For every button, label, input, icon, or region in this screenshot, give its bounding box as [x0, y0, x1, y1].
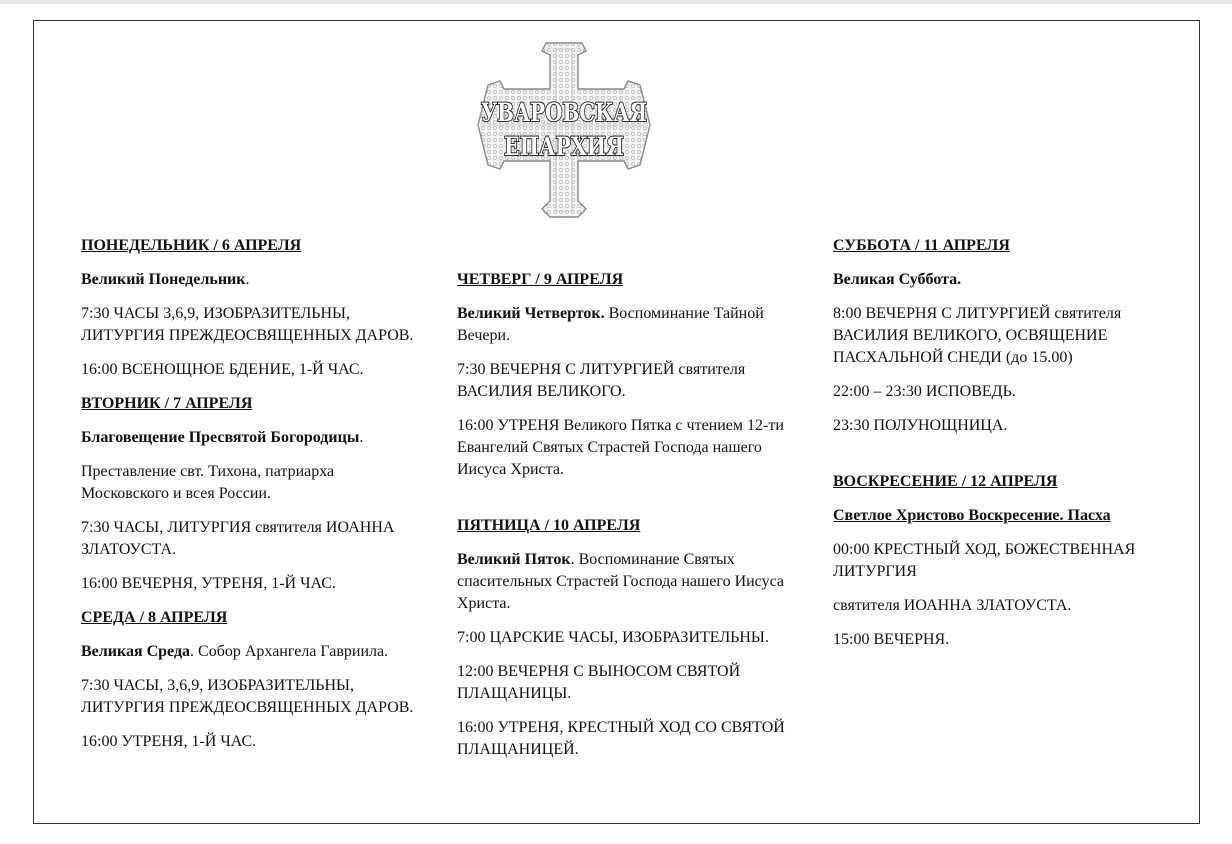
- feast-note: . Собор Архангела Гавриила.: [190, 643, 389, 660]
- schedule-column-1: [81, 235, 421, 765]
- day-header: ВОСКРЕСЕНИЕ / 12 АПРЕЛЯ: [833, 473, 1058, 490]
- service-item: 7:30 ЧАСЫ 3,6,9, ИЗОБРАЗИТЕЛЬНЫ, ЛИТУРГИЯ ПРЕЖДЕОСВЯЩЕННЫХ ДАРОВ.: [81, 305, 414, 344]
- feast-line: [81, 427, 421, 449]
- feast-note: .: [245, 271, 250, 288]
- service-item: 12:00 ВЕЧЕРНЯ С ВЫНОСОМ СВЯТОЙ ПЛАЩАНИЦЫ.: [457, 663, 741, 702]
- day-block-tuesday: [81, 393, 421, 595]
- feast-line: [833, 269, 1173, 291]
- spacer: [833, 449, 1173, 471]
- service-item: 16:00 ВЕЧЕРНЯ, УТРЕНЯ, 1-Й ЧАС.: [81, 575, 336, 592]
- document-page: [33, 20, 1200, 824]
- service-item: Преставление свт. Тихона, патриарха Московского и всея России.: [81, 463, 335, 502]
- day-block-friday: [457, 515, 797, 761]
- service-item: 7:30 ЧАСЫ, 3,6,9, ИЗОБРАЗИТЕЛЬНЫ, ЛИТУРГИЯ ПРЕЖДЕОСВЯЩЕННЫХ ДАРОВ.: [81, 677, 414, 716]
- feast-title: Великий Понедельник: [81, 271, 246, 288]
- schedule-column-2: [457, 269, 797, 773]
- feast-line: [833, 505, 1173, 527]
- day-block-thursday: [457, 269, 797, 481]
- day-header: ЧЕТВЕРГ / 9 АПРЕЛЯ: [457, 271, 624, 288]
- service-item: 7:30 ЧАСЫ, ЛИТУРГИЯ святителя ИОАННА ЗЛАТОУСТА.: [81, 519, 395, 558]
- window-top-bar: [0, 0, 1232, 4]
- day-block-monday: [81, 235, 421, 381]
- day-block-wednesday: [81, 607, 421, 753]
- schedule-column-3: [833, 235, 1173, 663]
- feast-note: Воспоминание Тайной Вечери.: [457, 305, 764, 344]
- feast-title: Великий Четверток.: [457, 305, 605, 322]
- day-header: СРЕДА / 8 АПРЕЛЯ: [81, 609, 228, 626]
- feast-line: [457, 549, 797, 615]
- feast-title: Великий Пяток: [457, 551, 571, 568]
- spacer: [457, 493, 797, 515]
- day-header: СУББОТА / 11 АПРЕЛЯ: [833, 237, 1010, 254]
- service-item: святителя ИОАННА ЗЛАТОУСТА.: [833, 597, 1072, 614]
- feast-title: Великая Суббота.: [833, 271, 962, 288]
- service-item: 16:00 УТРЕНЯ Великого Пятка с чтением 12-ти Евангелий Святых Страстей Господа нашего Иисуса Христа.: [457, 417, 784, 478]
- feast-title: Благовещение Пресвятой Богородицы: [81, 429, 360, 446]
- feast-note: .: [359, 429, 364, 446]
- service-item: 16:00 ВСЕНОЩНОЕ БДЕНИЕ, 1-Й ЧАС.: [81, 361, 364, 378]
- orthodox-cross-emblem-icon: [474, 41, 654, 219]
- service-item: 7:00 ЦАРСКИЕ ЧАСЫ, ИЗОБРАЗИТЕЛЬНЫ.: [457, 629, 769, 646]
- service-item: 16:00 УТРЕНЯ, КРЕСТНЫЙ ХОД СО СВЯТОЙ ПЛАЩАНИЦЕЙ.: [457, 719, 785, 758]
- logo-line2: ЕПАРХИЯ: [504, 132, 624, 161]
- service-item: 22:00 – 23:30 ИСПОВЕДЬ.: [833, 383, 1016, 400]
- day-header: ПЯТНИЦА / 10 АПРЕЛЯ: [457, 517, 641, 534]
- service-item: 7:30 ВЕЧЕРНЯ С ЛИТУРГИЕЙ святителя ВАСИЛИЯ ВЕЛИКОГО.: [457, 361, 746, 400]
- day-header: ВТОРНИК / 7 АПРЕЛЯ: [81, 395, 253, 412]
- feast-title: Светлое Христово Воскресение. Пасха: [833, 507, 1111, 524]
- feast-line: [457, 303, 797, 347]
- feast-title: Великая Среда: [81, 643, 191, 660]
- logo-line1: УВАРОВСКАЯ: [481, 98, 647, 127]
- feast-line: [81, 641, 421, 663]
- feast-note: . Воспоминание Святых спасительных Страстей Господа нашего Иисуса Христа.: [457, 551, 784, 612]
- day-header: ПОНЕДЕЛЬНИК / 6 АПРЕЛЯ: [81, 237, 302, 254]
- feast-line: [81, 269, 421, 291]
- service-item: 15:00 ВЕЧЕРНЯ.: [833, 631, 950, 648]
- service-item: 8:00 ВЕЧЕРНЯ С ЛИТУРГИЕЙ святителя ВАСИЛИЯ ВЕЛИКОГО, ОСВЯЩЕНИЕ ПАСХАЛЬНОЙ СНЕДИ (до 15.00): [833, 305, 1122, 366]
- service-item: 23:30 ПОЛУНОЩНИЦА.: [833, 417, 1008, 434]
- day-block-sunday: [833, 471, 1173, 651]
- day-block-saturday: [833, 235, 1173, 437]
- service-item: 16:00 УТРЕНЯ, 1-Й ЧАС.: [81, 733, 257, 750]
- service-item: 00:00 КРЕСТНЫЙ ХОД, БОЖЕСТВЕННАЯ ЛИТУРГИЯ: [833, 541, 1136, 580]
